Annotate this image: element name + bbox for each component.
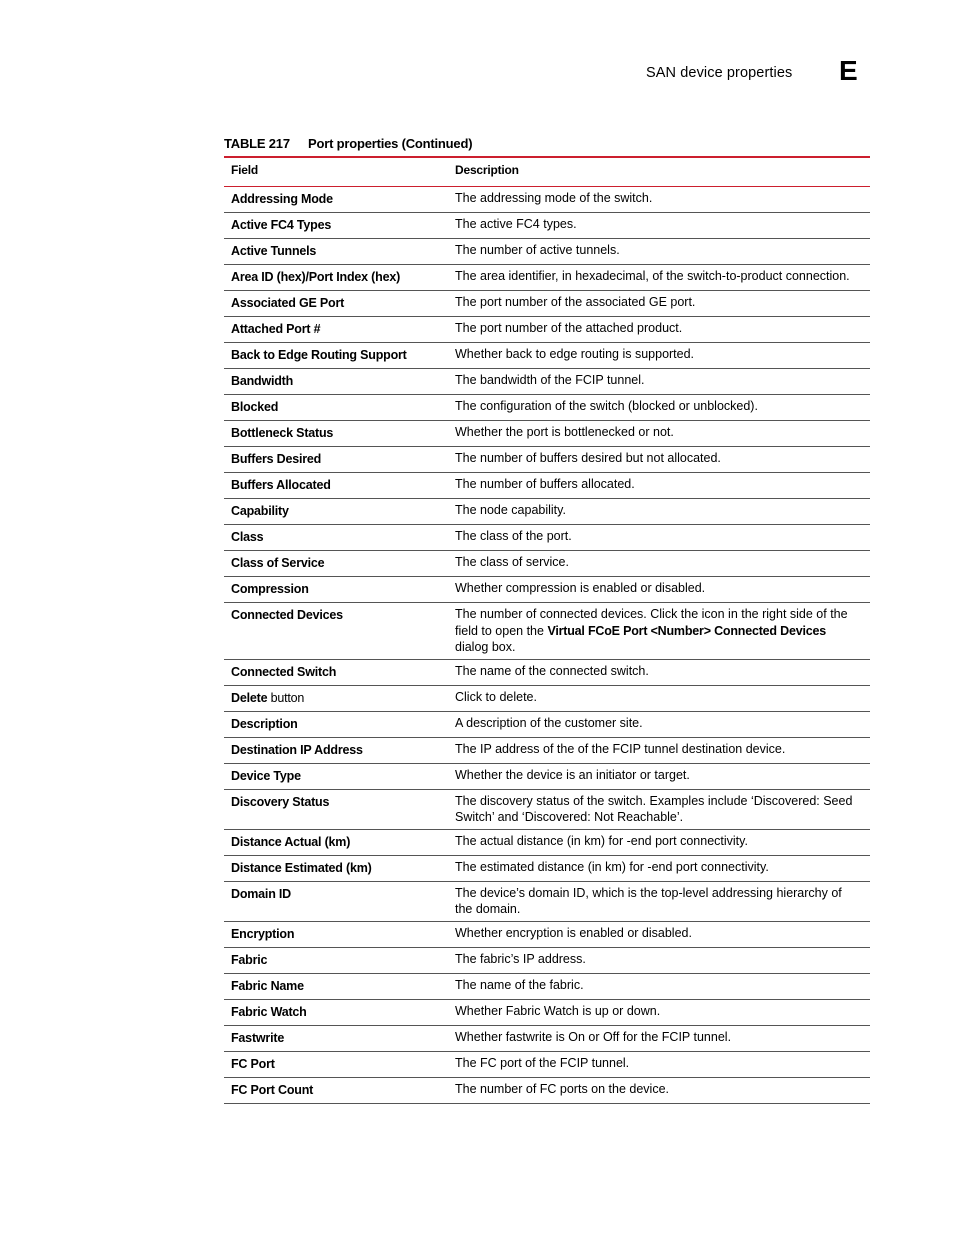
description-text: The active FC4 types. <box>455 217 577 231</box>
field-cell <box>224 239 449 264</box>
description-cell <box>449 712 870 737</box>
description-text: The device’s domain ID, which is the top-level addressing hierarchy of the domain. <box>455 885 842 916</box>
field-name: Distance Estimated (km) <box>231 860 372 875</box>
field-cell <box>224 882 449 921</box>
field-name: Discovery Status <box>231 794 330 809</box>
table-row <box>224 499 870 525</box>
description-cell <box>449 187 870 212</box>
field-name: Encryption <box>231 926 295 941</box>
field-cell <box>224 856 449 881</box>
field-cell <box>224 187 449 212</box>
field-cell <box>224 764 449 789</box>
table-row <box>224 764 870 790</box>
description-cell <box>449 239 870 264</box>
description-text: Whether compression is enabled or disabled. <box>455 581 706 595</box>
field-cell <box>224 922 449 947</box>
description-text: The port number of the associated GE port. <box>455 295 696 309</box>
table-row <box>224 265 870 291</box>
description-cell <box>449 790 870 829</box>
description-cell <box>449 551 870 576</box>
column-header-field: Field <box>231 163 259 177</box>
description-cell <box>449 1052 870 1077</box>
field-cell <box>224 447 449 472</box>
description-text: The class of service. <box>455 555 569 569</box>
table-row <box>224 317 870 343</box>
field-name: Device Type <box>231 768 301 783</box>
table-row <box>224 447 870 473</box>
description-text: Whether encryption is enabled or disabled. <box>455 925 692 940</box>
field-name: Buffers Allocated <box>231 478 331 492</box>
description-text: The port number of the attached product. <box>455 321 683 335</box>
table-row <box>224 213 870 239</box>
field-name: Capability <box>231 504 289 518</box>
field-cell <box>224 1078 449 1103</box>
table-row <box>224 187 870 213</box>
field-cell <box>224 686 449 711</box>
table-row <box>224 369 870 395</box>
description-cell <box>449 213 870 238</box>
description-text: The number of FC ports on the device. <box>455 1081 669 1096</box>
field-name: Connected Switch <box>231 664 337 679</box>
description-text: Click to delete. <box>455 689 537 704</box>
field-name: Fastwrite <box>231 1030 285 1045</box>
description-text: A description of the customer site. <box>455 715 643 730</box>
field-cell <box>224 1052 449 1077</box>
table-header-row <box>224 158 870 187</box>
description-text: The configuration of the switch (blocked or unblocked). <box>455 399 758 413</box>
field-name: Description <box>231 716 298 731</box>
description-text: Whether fastwrite is On or Off for the FCIP tunnel. <box>455 1029 732 1044</box>
description-text: The number of buffers allocated. <box>455 477 635 491</box>
field-cell <box>224 712 449 737</box>
table-row <box>224 712 870 738</box>
table-row <box>224 1000 870 1026</box>
description-text: The number of active tunnels. <box>455 243 620 257</box>
description-cell <box>449 343 870 368</box>
dialog-name: Virtual FCoE Port <Number> Connected Devices <box>547 623 826 638</box>
field-name: Buffers Desired <box>231 452 322 466</box>
table-row <box>224 1052 870 1078</box>
table-row <box>224 686 870 712</box>
description-text: The name of the fabric. <box>455 977 584 992</box>
description-cell <box>449 686 870 711</box>
field-suffix: button <box>267 690 305 705</box>
field-cell <box>224 421 449 446</box>
table-row <box>224 395 870 421</box>
table-row <box>224 790 870 830</box>
field-name: Fabric <box>231 952 268 967</box>
field-cell <box>224 603 449 659</box>
field-cell <box>224 369 449 394</box>
description-cell <box>449 948 870 973</box>
description-text: The IP address of the of the FCIP tunnel destination device. <box>455 741 786 756</box>
field-cell <box>224 473 449 498</box>
table-number: TABLE 217 <box>224 136 290 151</box>
field-name: FC Port Count <box>231 1082 314 1097</box>
description-text: The bandwidth of the FCIP tunnel. <box>455 373 645 387</box>
description-cell <box>449 1000 870 1025</box>
table-row <box>224 974 870 1000</box>
table-row <box>224 525 870 551</box>
description-text: Whether Fabric Watch is up or down. <box>455 1003 661 1018</box>
description-cell <box>449 856 870 881</box>
field-name: Associated GE Port <box>231 296 345 310</box>
description-cell <box>449 660 870 685</box>
field-name: Attached Port # <box>231 322 321 336</box>
port-properties-table <box>224 156 870 1104</box>
description-text: dialog box. <box>455 640 516 654</box>
column-header-description: Description <box>455 163 519 177</box>
description-cell <box>449 882 870 921</box>
table-body <box>224 187 870 1104</box>
field-cell <box>224 343 449 368</box>
field-name: Blocked <box>231 400 279 414</box>
table-row <box>224 577 870 603</box>
page-section-title: SAN device properties <box>646 65 793 81</box>
table-row <box>224 922 870 948</box>
field-name: Fabric Name <box>231 978 304 993</box>
description-text: The number of buffers desired but not allocated. <box>455 451 721 465</box>
description-cell <box>449 830 870 855</box>
field-name: Connected Devices <box>231 608 343 622</box>
field-name: FC Port <box>231 1056 275 1071</box>
field-cell <box>224 551 449 576</box>
description-text: The area identifier, in hexadecimal, of the switch-to-product connection. <box>455 269 850 283</box>
description-cell <box>449 369 870 394</box>
field-cell <box>224 265 449 290</box>
field-name: Fabric Watch <box>231 1004 307 1019</box>
field-name: Domain ID <box>231 886 292 901</box>
field-name: Back to Edge Routing Support <box>231 348 407 362</box>
description-text: The discovery status of the switch. Examples include ‘Discovered: Seed Switch’ and ‘Discovered: Not Reachable’. <box>455 793 853 824</box>
table-row <box>224 660 870 686</box>
description-text: Whether the device is an initiator or target. <box>455 767 690 782</box>
description-cell <box>449 265 870 290</box>
table-row <box>224 421 870 447</box>
table-title: Port properties (Continued) <box>308 136 473 151</box>
table-row <box>224 473 870 499</box>
field-name: Destination IP Address <box>231 742 363 757</box>
field-cell <box>224 213 449 238</box>
field-name: Compression <box>231 582 309 596</box>
field-cell <box>224 499 449 524</box>
table-caption <box>224 136 472 151</box>
table-row <box>224 882 870 922</box>
description-cell <box>449 1078 870 1103</box>
field-cell <box>224 738 449 763</box>
table-row <box>224 1078 870 1104</box>
table-row <box>224 343 870 369</box>
appendix-letter: E <box>839 55 858 86</box>
field-cell <box>224 1026 449 1051</box>
field-name: Class <box>231 530 264 544</box>
description-cell <box>449 603 870 659</box>
field-name: Active FC4 Types <box>231 218 332 232</box>
table-row <box>224 830 870 856</box>
field-cell <box>224 1000 449 1025</box>
description-cell <box>449 421 870 446</box>
description-cell <box>449 317 870 342</box>
table-row <box>224 738 870 764</box>
field-cell <box>224 317 449 342</box>
description-text: The name of the connected switch. <box>455 663 649 678</box>
field-name: Bandwidth <box>231 374 294 388</box>
description-cell <box>449 764 870 789</box>
description-cell <box>449 525 870 550</box>
table-row <box>224 948 870 974</box>
description-text: The estimated distance (in km) for -end port connectivity. <box>455 859 769 874</box>
field-name: Active Tunnels <box>231 244 317 258</box>
field-cell <box>224 830 449 855</box>
field-name: Addressing Mode <box>231 192 333 206</box>
description-text: The actual distance (in km) for -end port connectivity. <box>455 833 748 848</box>
field-name: Bottleneck Status <box>231 426 334 440</box>
description-text: The addressing mode of the switch. <box>455 191 653 205</box>
field-cell <box>224 577 449 602</box>
description-text: The class of the port. <box>455 529 572 543</box>
table-row <box>224 603 870 660</box>
description-cell <box>449 1026 870 1051</box>
field-cell <box>224 395 449 420</box>
description-text: The fabric’s IP address. <box>455 951 586 966</box>
table-row <box>224 239 870 265</box>
field-cell <box>224 790 449 829</box>
field-cell <box>224 948 449 973</box>
table-row <box>224 856 870 882</box>
table-row <box>224 551 870 577</box>
description-cell <box>449 499 870 524</box>
field-name: Area ID (hex)/Port Index (hex) <box>231 270 401 284</box>
description-text: The number of connected devices. Click the icon in the right side of the field to open the <box>455 607 848 638</box>
description-cell <box>449 473 870 498</box>
description-cell <box>449 447 870 472</box>
table-row <box>224 1026 870 1052</box>
description-cell <box>449 738 870 763</box>
description-text: Whether the port is bottlenecked or not. <box>455 425 674 439</box>
description-text: The node capability. <box>455 503 566 517</box>
description-cell <box>449 291 870 316</box>
table-row <box>224 291 870 317</box>
description-cell <box>449 974 870 999</box>
field-name: Distance Actual (km) <box>231 834 351 849</box>
field-cell <box>224 660 449 685</box>
description-text: Whether back to edge routing is supported. <box>455 347 695 361</box>
field-cell <box>224 525 449 550</box>
field-name: Delete <box>231 690 268 705</box>
field-name: Class of Service <box>231 556 325 570</box>
field-cell <box>224 291 449 316</box>
field-cell <box>224 974 449 999</box>
description-cell <box>449 922 870 947</box>
description-cell <box>449 577 870 602</box>
description-text: The FC port of the FCIP tunnel. <box>455 1055 630 1070</box>
description-cell <box>449 395 870 420</box>
